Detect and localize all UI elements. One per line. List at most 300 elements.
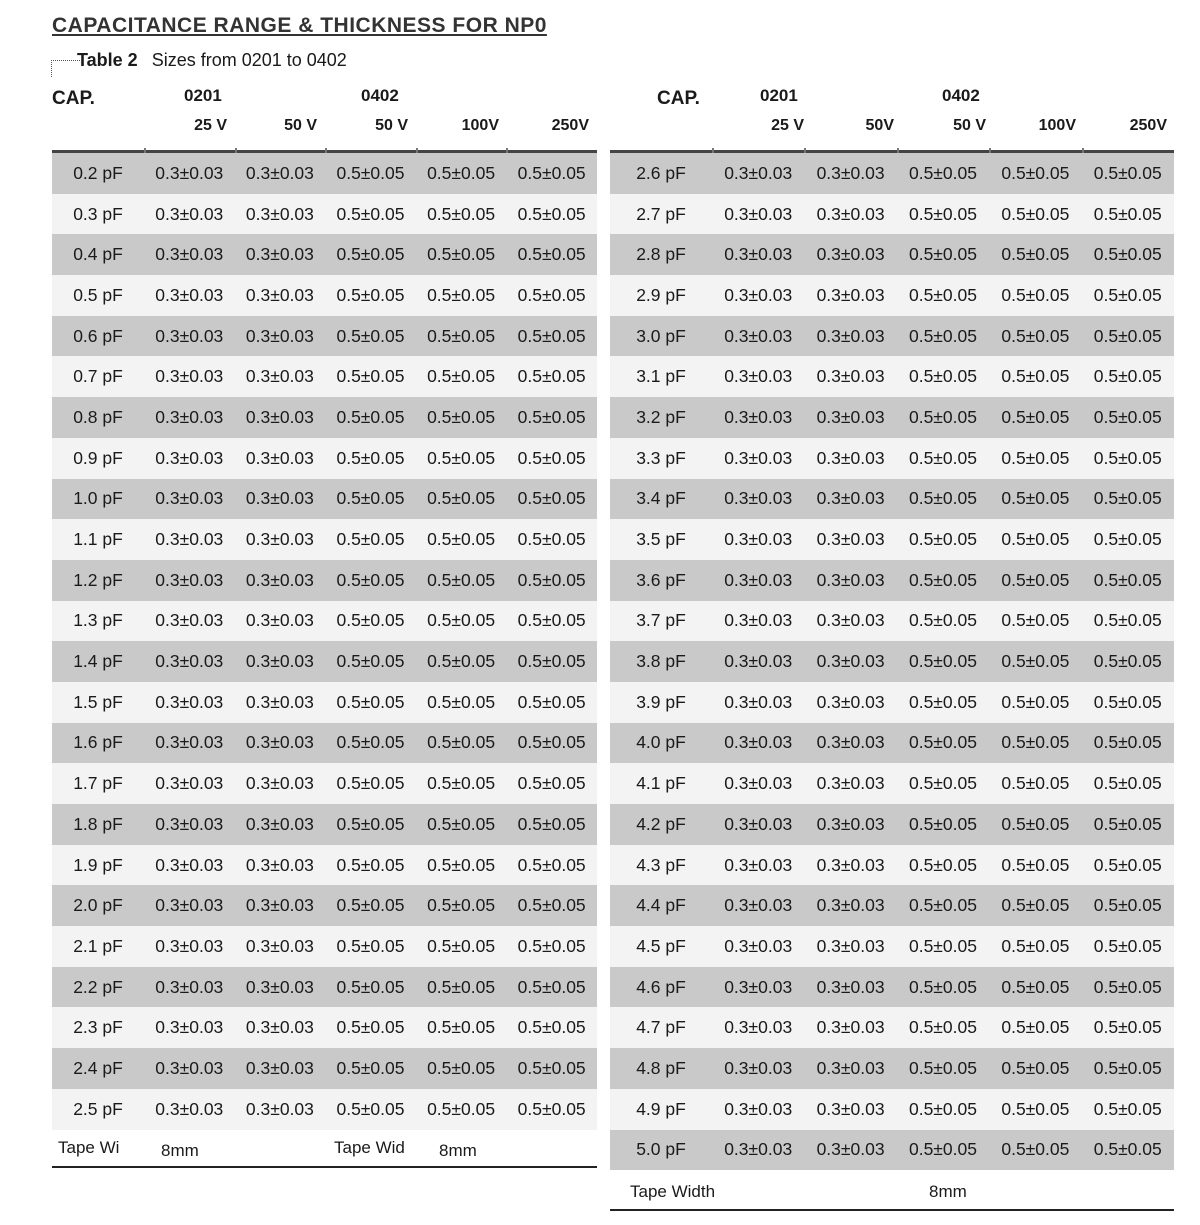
- thickness-value: 0.5±0.05: [1001, 935, 1070, 956]
- thickness-value: 0.5±0.05: [517, 773, 586, 794]
- thickness-value: 0.5±0.05: [908, 488, 977, 509]
- thickness-value: 0.5±0.05: [427, 203, 496, 224]
- table-row: [52, 438, 597, 479]
- thickness-value: 0.5±0.05: [1093, 732, 1162, 753]
- thickness-value: 0.3±0.03: [816, 976, 885, 997]
- thickness-value: 0.3±0.03: [724, 691, 793, 712]
- table-row: [610, 234, 1174, 275]
- thickness-value: 0.3±0.03: [816, 854, 885, 875]
- thickness-value: 0.5±0.05: [1093, 610, 1162, 631]
- cap-value: 4.7 pF: [636, 1017, 686, 1038]
- thickness-value: 0.3±0.03: [816, 935, 885, 956]
- cap-value: 4.0 pF: [636, 732, 686, 753]
- thickness-value: 0.5±0.05: [427, 651, 496, 672]
- table-row: [52, 316, 597, 357]
- thickness-value: 0.3±0.03: [724, 325, 793, 346]
- thickness-value: 0.3±0.03: [724, 569, 793, 590]
- table-row: [610, 601, 1174, 642]
- thickness-value: 0.5±0.05: [1001, 569, 1070, 590]
- thickness-value: 0.3±0.03: [724, 244, 793, 265]
- cap-value: 3.1 pF: [636, 366, 686, 387]
- table-caption: Sizes from 0201 to 0402: [151, 50, 347, 70]
- thickness-value: 0.5±0.05: [1001, 366, 1070, 387]
- thickness-value: 0.3±0.03: [724, 732, 793, 753]
- left-column-tick: [416, 148, 418, 153]
- table-row: [52, 234, 597, 275]
- table-row: [610, 479, 1174, 520]
- thickness-value: 0.5±0.05: [517, 325, 586, 346]
- thickness-value: 0.5±0.05: [908, 1057, 977, 1078]
- thickness-value: 0.5±0.05: [427, 447, 496, 468]
- thickness-value: 0.3±0.03: [245, 447, 314, 468]
- thickness-value: 0.3±0.03: [155, 773, 224, 794]
- thickness-value: 0.5±0.05: [1001, 976, 1070, 997]
- thickness-value: 0.5±0.05: [1093, 325, 1162, 346]
- thickness-value: 0.5±0.05: [427, 813, 496, 834]
- table-row: [610, 275, 1174, 316]
- right-voltage-header: 100V: [1038, 117, 1076, 134]
- thickness-value: 0.5±0.05: [336, 244, 405, 265]
- cap-value: 3.9 pF: [636, 691, 686, 712]
- thickness-value: 0.5±0.05: [1001, 895, 1070, 916]
- thickness-value: 0.3±0.03: [816, 1098, 885, 1119]
- cap-value: 3.5 pF: [636, 529, 686, 550]
- cap-value: 4.4 pF: [636, 895, 686, 916]
- right-voltage-header: 50 V: [953, 117, 986, 134]
- cap-value: 2.7 pF: [636, 203, 686, 224]
- table-row: [610, 845, 1174, 886]
- thickness-value: 0.5±0.05: [427, 569, 496, 590]
- left-tape-value-0402: 8mm: [439, 1141, 477, 1160]
- left-column-tick: [144, 148, 146, 153]
- left-column-tick: [506, 148, 508, 153]
- thickness-value: 0.3±0.03: [155, 406, 224, 427]
- thickness-value: 0.3±0.03: [155, 529, 224, 550]
- thickness-value: 0.5±0.05: [336, 366, 405, 387]
- thickness-value: 0.5±0.05: [908, 1098, 977, 1119]
- thickness-value: 0.5±0.05: [427, 732, 496, 753]
- right-header-0402: 0402: [942, 86, 980, 105]
- thickness-value: 0.5±0.05: [908, 529, 977, 550]
- thickness-value: 0.3±0.03: [245, 406, 314, 427]
- thickness-value: 0.3±0.03: [245, 1098, 314, 1119]
- thickness-value: 0.5±0.05: [336, 569, 405, 590]
- left-voltage-header: 50 V: [375, 117, 408, 134]
- left-voltage-header: 50 V: [284, 117, 317, 134]
- thickness-value: 0.3±0.03: [245, 1017, 314, 1038]
- cap-value: 4.6 pF: [636, 976, 686, 997]
- thickness-value: 0.5±0.05: [1093, 447, 1162, 468]
- table-row: [52, 885, 597, 926]
- thickness-value: 0.3±0.03: [724, 1098, 793, 1119]
- thickness-value: 0.5±0.05: [1093, 406, 1162, 427]
- thickness-value: 0.5±0.05: [517, 569, 586, 590]
- table-row: [610, 519, 1174, 560]
- cap-value: 0.5 pF: [73, 284, 123, 305]
- thickness-value: 0.5±0.05: [517, 447, 586, 468]
- thickness-value: 0.5±0.05: [908, 610, 977, 631]
- thickness-value: 0.5±0.05: [908, 935, 977, 956]
- cap-value: 2.6 pF: [636, 162, 686, 183]
- table-row: [52, 194, 597, 235]
- cap-value: 1.6 pF: [73, 732, 123, 753]
- table-row: [610, 194, 1174, 235]
- thickness-value: 0.3±0.03: [155, 610, 224, 631]
- thickness-value: 0.3±0.03: [155, 325, 224, 346]
- table-row: [610, 641, 1174, 682]
- thickness-value: 0.3±0.03: [816, 284, 885, 305]
- thickness-value: 0.3±0.03: [245, 529, 314, 550]
- thickness-value: 0.3±0.03: [245, 732, 314, 753]
- thickness-value: 0.3±0.03: [724, 935, 793, 956]
- thickness-value: 0.5±0.05: [336, 1017, 405, 1038]
- thickness-value: 0.5±0.05: [1093, 569, 1162, 590]
- thickness-value: 0.3±0.03: [816, 691, 885, 712]
- thickness-value: 0.5±0.05: [1001, 447, 1070, 468]
- cap-value: 5.0 pF: [636, 1139, 686, 1160]
- thickness-value: 0.3±0.03: [816, 366, 885, 387]
- cap-value: 1.5 pF: [73, 691, 123, 712]
- thickness-value: 0.3±0.03: [155, 569, 224, 590]
- thickness-value: 0.5±0.05: [517, 976, 586, 997]
- thickness-value: 0.5±0.05: [908, 854, 977, 875]
- table-row: [52, 723, 597, 764]
- thickness-value: 0.5±0.05: [517, 1098, 586, 1119]
- thickness-value: 0.5±0.05: [336, 773, 405, 794]
- thickness-value: 0.5±0.05: [1093, 691, 1162, 712]
- thickness-value: 0.5±0.05: [427, 162, 496, 183]
- cap-value: 1.0 pF: [73, 488, 123, 509]
- thickness-value: 0.3±0.03: [816, 447, 885, 468]
- thickness-value: 0.5±0.05: [1001, 1017, 1070, 1038]
- thickness-value: 0.3±0.03: [816, 162, 885, 183]
- thickness-value: 0.3±0.03: [724, 813, 793, 834]
- table-row: [52, 967, 597, 1008]
- cap-value: 0.4 pF: [73, 244, 123, 265]
- thickness-value: 0.5±0.05: [1093, 1017, 1162, 1038]
- thickness-value: 0.5±0.05: [517, 813, 586, 834]
- thickness-value: 0.5±0.05: [517, 854, 586, 875]
- table-row: [52, 397, 597, 438]
- thickness-value: 0.3±0.03: [724, 895, 793, 916]
- cap-value: 1.7 pF: [73, 773, 123, 794]
- thickness-value: 0.3±0.03: [155, 366, 224, 387]
- thickness-value: 0.5±0.05: [427, 895, 496, 916]
- thickness-value: 0.5±0.05: [908, 406, 977, 427]
- thickness-value: 0.5±0.05: [1001, 488, 1070, 509]
- table-row: [52, 356, 597, 397]
- thickness-value: 0.5±0.05: [517, 488, 586, 509]
- table-row: [610, 356, 1174, 397]
- right-header-0201: 0201: [760, 86, 798, 105]
- thickness-value: 0.5±0.05: [517, 1017, 586, 1038]
- thickness-value: 0.5±0.05: [336, 447, 405, 468]
- thickness-value: 0.5±0.05: [427, 610, 496, 631]
- thickness-value: 0.5±0.05: [908, 1017, 977, 1038]
- table-row: [52, 926, 597, 967]
- cap-value: 0.6 pF: [73, 325, 123, 346]
- table-row: [610, 723, 1174, 764]
- table-row: [610, 763, 1174, 804]
- thickness-value: 0.5±0.05: [517, 203, 586, 224]
- thickness-value: 0.5±0.05: [1093, 976, 1162, 997]
- thickness-value: 0.3±0.03: [155, 691, 224, 712]
- cap-value: 0.9 pF: [73, 447, 123, 468]
- thickness-value: 0.3±0.03: [816, 895, 885, 916]
- table-row: [52, 845, 597, 886]
- table-number: Table 2: [77, 50, 138, 70]
- thickness-value: 0.3±0.03: [245, 1057, 314, 1078]
- thickness-value: 0.5±0.05: [1001, 244, 1070, 265]
- cap-value: 4.9 pF: [636, 1098, 686, 1119]
- table-row: [610, 153, 1174, 194]
- table-row: [52, 804, 597, 845]
- thickness-value: 0.5±0.05: [517, 284, 586, 305]
- right-voltage-header: 25 V: [771, 117, 804, 134]
- thickness-value: 0.5±0.05: [1093, 651, 1162, 672]
- thickness-value: 0.5±0.05: [336, 854, 405, 875]
- thickness-value: 0.5±0.05: [336, 203, 405, 224]
- thickness-value: 0.3±0.03: [155, 284, 224, 305]
- cap-value: 4.8 pF: [636, 1057, 686, 1078]
- right-column-tick: [712, 148, 714, 153]
- thickness-value: 0.5±0.05: [336, 488, 405, 509]
- right-column-tick: [1082, 148, 1084, 153]
- thickness-value: 0.5±0.05: [517, 366, 586, 387]
- thickness-value: 0.3±0.03: [155, 813, 224, 834]
- cap-value: 1.8 pF: [73, 813, 123, 834]
- cap-value: 0.7 pF: [73, 366, 123, 387]
- table-label-bracket: [51, 60, 80, 77]
- thickness-value: 0.3±0.03: [245, 325, 314, 346]
- thickness-value: 0.5±0.05: [336, 325, 405, 346]
- thickness-value: 0.5±0.05: [517, 935, 586, 956]
- thickness-value: 0.5±0.05: [1001, 854, 1070, 875]
- table-row: [52, 641, 597, 682]
- thickness-value: 0.3±0.03: [724, 447, 793, 468]
- thickness-value: 0.5±0.05: [908, 203, 977, 224]
- thickness-value: 0.3±0.03: [816, 1139, 885, 1160]
- thickness-value: 0.3±0.03: [155, 732, 224, 753]
- thickness-value: 0.5±0.05: [336, 162, 405, 183]
- cap-value: 1.3 pF: [73, 610, 123, 631]
- thickness-value: 0.3±0.03: [155, 447, 224, 468]
- thickness-value: 0.5±0.05: [517, 1057, 586, 1078]
- thickness-value: 0.5±0.05: [908, 162, 977, 183]
- right-column-tick: [804, 148, 806, 153]
- thickness-value: 0.5±0.05: [908, 651, 977, 672]
- thickness-value: 0.3±0.03: [245, 203, 314, 224]
- table-row: [610, 560, 1174, 601]
- thickness-value: 0.3±0.03: [245, 976, 314, 997]
- thickness-value: 0.3±0.03: [155, 895, 224, 916]
- cap-value: 4.3 pF: [636, 854, 686, 875]
- table-row: [610, 926, 1174, 967]
- thickness-value: 0.5±0.05: [517, 162, 586, 183]
- table-row: [52, 763, 597, 804]
- thickness-value: 0.3±0.03: [245, 162, 314, 183]
- thickness-value: 0.5±0.05: [336, 1057, 405, 1078]
- cap-value: 2.2 pF: [73, 976, 123, 997]
- thickness-value: 0.3±0.03: [724, 1139, 793, 1160]
- thickness-value: 0.5±0.05: [1001, 1098, 1070, 1119]
- thickness-value: 0.5±0.05: [517, 610, 586, 631]
- thickness-value: 0.5±0.05: [908, 447, 977, 468]
- thickness-value: 0.5±0.05: [1093, 895, 1162, 916]
- table-row: [52, 275, 597, 316]
- thickness-value: 0.5±0.05: [336, 651, 405, 672]
- thickness-value: 0.5±0.05: [427, 488, 496, 509]
- right-bottom-rule: [610, 1209, 1174, 1211]
- thickness-value: 0.3±0.03: [724, 976, 793, 997]
- table-row: [52, 479, 597, 520]
- right-voltage-header: 250V: [1129, 117, 1167, 134]
- thickness-value: 0.3±0.03: [816, 813, 885, 834]
- thickness-value: 0.3±0.03: [155, 935, 224, 956]
- thickness-value: 0.3±0.03: [245, 569, 314, 590]
- thickness-value: 0.5±0.05: [427, 691, 496, 712]
- cap-value: 3.0 pF: [636, 325, 686, 346]
- thickness-value: 0.3±0.03: [245, 691, 314, 712]
- thickness-value: 0.5±0.05: [427, 529, 496, 550]
- thickness-value: 0.5±0.05: [1001, 773, 1070, 794]
- cap-value: 2.0 pF: [73, 895, 123, 916]
- thickness-value: 0.5±0.05: [336, 976, 405, 997]
- cap-value: 2.8 pF: [636, 244, 686, 265]
- left-header-cap: CAP.: [52, 88, 95, 109]
- left-voltage-header: 100V: [461, 117, 499, 134]
- thickness-value: 0.3±0.03: [816, 203, 885, 224]
- thickness-value: 0.3±0.03: [245, 854, 314, 875]
- table-row: [52, 519, 597, 560]
- thickness-value: 0.3±0.03: [724, 651, 793, 672]
- left-tape-value-0201: 8mm: [161, 1141, 199, 1160]
- left-bottom-rule: [52, 1166, 597, 1168]
- thickness-value: 0.3±0.03: [245, 244, 314, 265]
- thickness-value: 0.5±0.05: [908, 569, 977, 590]
- table-row: [610, 885, 1174, 926]
- thickness-value: 0.5±0.05: [427, 325, 496, 346]
- thickness-value: 0.3±0.03: [245, 284, 314, 305]
- cap-value: 4.2 pF: [636, 813, 686, 834]
- table-row: [610, 1007, 1174, 1048]
- thickness-value: 0.3±0.03: [816, 1057, 885, 1078]
- thickness-value: 0.5±0.05: [427, 1017, 496, 1038]
- thickness-value: 0.5±0.05: [1093, 203, 1162, 224]
- right-column-tick: [897, 148, 899, 153]
- thickness-value: 0.5±0.05: [908, 244, 977, 265]
- thickness-value: 0.5±0.05: [1001, 162, 1070, 183]
- thickness-value: 0.5±0.05: [336, 691, 405, 712]
- table-row: [52, 1089, 597, 1130]
- thickness-value: 0.5±0.05: [1093, 162, 1162, 183]
- thickness-value: 0.5±0.05: [1001, 691, 1070, 712]
- table-row: [52, 1048, 597, 1089]
- cap-value: 2.5 pF: [73, 1098, 123, 1119]
- cap-value: 1.4 pF: [73, 651, 123, 672]
- thickness-value: 0.5±0.05: [1001, 1057, 1070, 1078]
- cap-value: 0.8 pF: [73, 406, 123, 427]
- cap-value: 2.3 pF: [73, 1017, 123, 1038]
- thickness-value: 0.5±0.05: [427, 1057, 496, 1078]
- table-row: [610, 397, 1174, 438]
- thickness-value: 0.5±0.05: [1093, 935, 1162, 956]
- thickness-value: 0.3±0.03: [816, 569, 885, 590]
- thickness-value: 0.3±0.03: [245, 366, 314, 387]
- cap-value: 0.3 pF: [73, 203, 123, 224]
- thickness-value: 0.5±0.05: [1001, 651, 1070, 672]
- right-header-cap: CAP.: [657, 88, 700, 109]
- thickness-value: 0.5±0.05: [1093, 773, 1162, 794]
- thickness-value: 0.5±0.05: [908, 773, 977, 794]
- thickness-value: 0.3±0.03: [816, 732, 885, 753]
- cap-value: 4.1 pF: [636, 773, 686, 794]
- table-row: [52, 1007, 597, 1048]
- thickness-value: 0.5±0.05: [1001, 406, 1070, 427]
- cap-value: 2.1 pF: [73, 935, 123, 956]
- cap-value: 3.4 pF: [636, 488, 686, 509]
- thickness-value: 0.3±0.03: [245, 813, 314, 834]
- thickness-value: 0.5±0.05: [517, 651, 586, 672]
- thickness-value: 0.3±0.03: [724, 406, 793, 427]
- thickness-value: 0.3±0.03: [155, 162, 224, 183]
- thickness-value: 0.3±0.03: [155, 1017, 224, 1038]
- thickness-value: 0.5±0.05: [517, 691, 586, 712]
- thickness-value: 0.3±0.03: [816, 488, 885, 509]
- thickness-value: 0.3±0.03: [155, 1057, 224, 1078]
- thickness-value: 0.5±0.05: [336, 284, 405, 305]
- thickness-value: 0.5±0.05: [908, 813, 977, 834]
- thickness-value: 0.5±0.05: [1093, 854, 1162, 875]
- thickness-value: 0.3±0.03: [816, 244, 885, 265]
- thickness-value: 0.5±0.05: [517, 244, 586, 265]
- thickness-value: 0.5±0.05: [427, 854, 496, 875]
- thickness-value: 0.5±0.05: [1093, 488, 1162, 509]
- left-header-0201: 0201: [184, 86, 222, 105]
- thickness-value: 0.5±0.05: [1093, 813, 1162, 834]
- cap-value: 3.8 pF: [636, 651, 686, 672]
- thickness-value: 0.5±0.05: [1001, 732, 1070, 753]
- table-row: [610, 1089, 1174, 1130]
- left-column-tick: [325, 148, 327, 153]
- thickness-value: 0.5±0.05: [517, 529, 586, 550]
- table-label: [77, 50, 347, 71]
- left-voltage-header: 250V: [551, 117, 589, 134]
- thickness-value: 0.3±0.03: [816, 773, 885, 794]
- thickness-value: 0.5±0.05: [517, 895, 586, 916]
- left-tape-label-0201: Tape Wi: [58, 1138, 120, 1157]
- thickness-value: 0.3±0.03: [816, 406, 885, 427]
- thickness-value: 0.5±0.05: [1001, 529, 1070, 550]
- thickness-value: 0.5±0.05: [1093, 366, 1162, 387]
- thickness-value: 0.5±0.05: [908, 976, 977, 997]
- thickness-value: 0.3±0.03: [816, 529, 885, 550]
- thickness-value: 0.3±0.03: [245, 773, 314, 794]
- right-tape-value: 8mm: [929, 1182, 967, 1201]
- table-row: [610, 438, 1174, 479]
- right-capacitance-table: [610, 150, 1174, 1170]
- thickness-value: 0.5±0.05: [1001, 325, 1070, 346]
- cap-value: 1.1 pF: [73, 529, 123, 550]
- left-column-tick: [235, 148, 237, 153]
- thickness-value: 0.5±0.05: [908, 691, 977, 712]
- thickness-value: 0.3±0.03: [155, 203, 224, 224]
- thickness-value: 0.3±0.03: [155, 854, 224, 875]
- right-column-tick: [989, 148, 991, 153]
- thickness-value: 0.3±0.03: [816, 651, 885, 672]
- thickness-value: 0.5±0.05: [336, 406, 405, 427]
- thickness-value: 0.5±0.05: [336, 935, 405, 956]
